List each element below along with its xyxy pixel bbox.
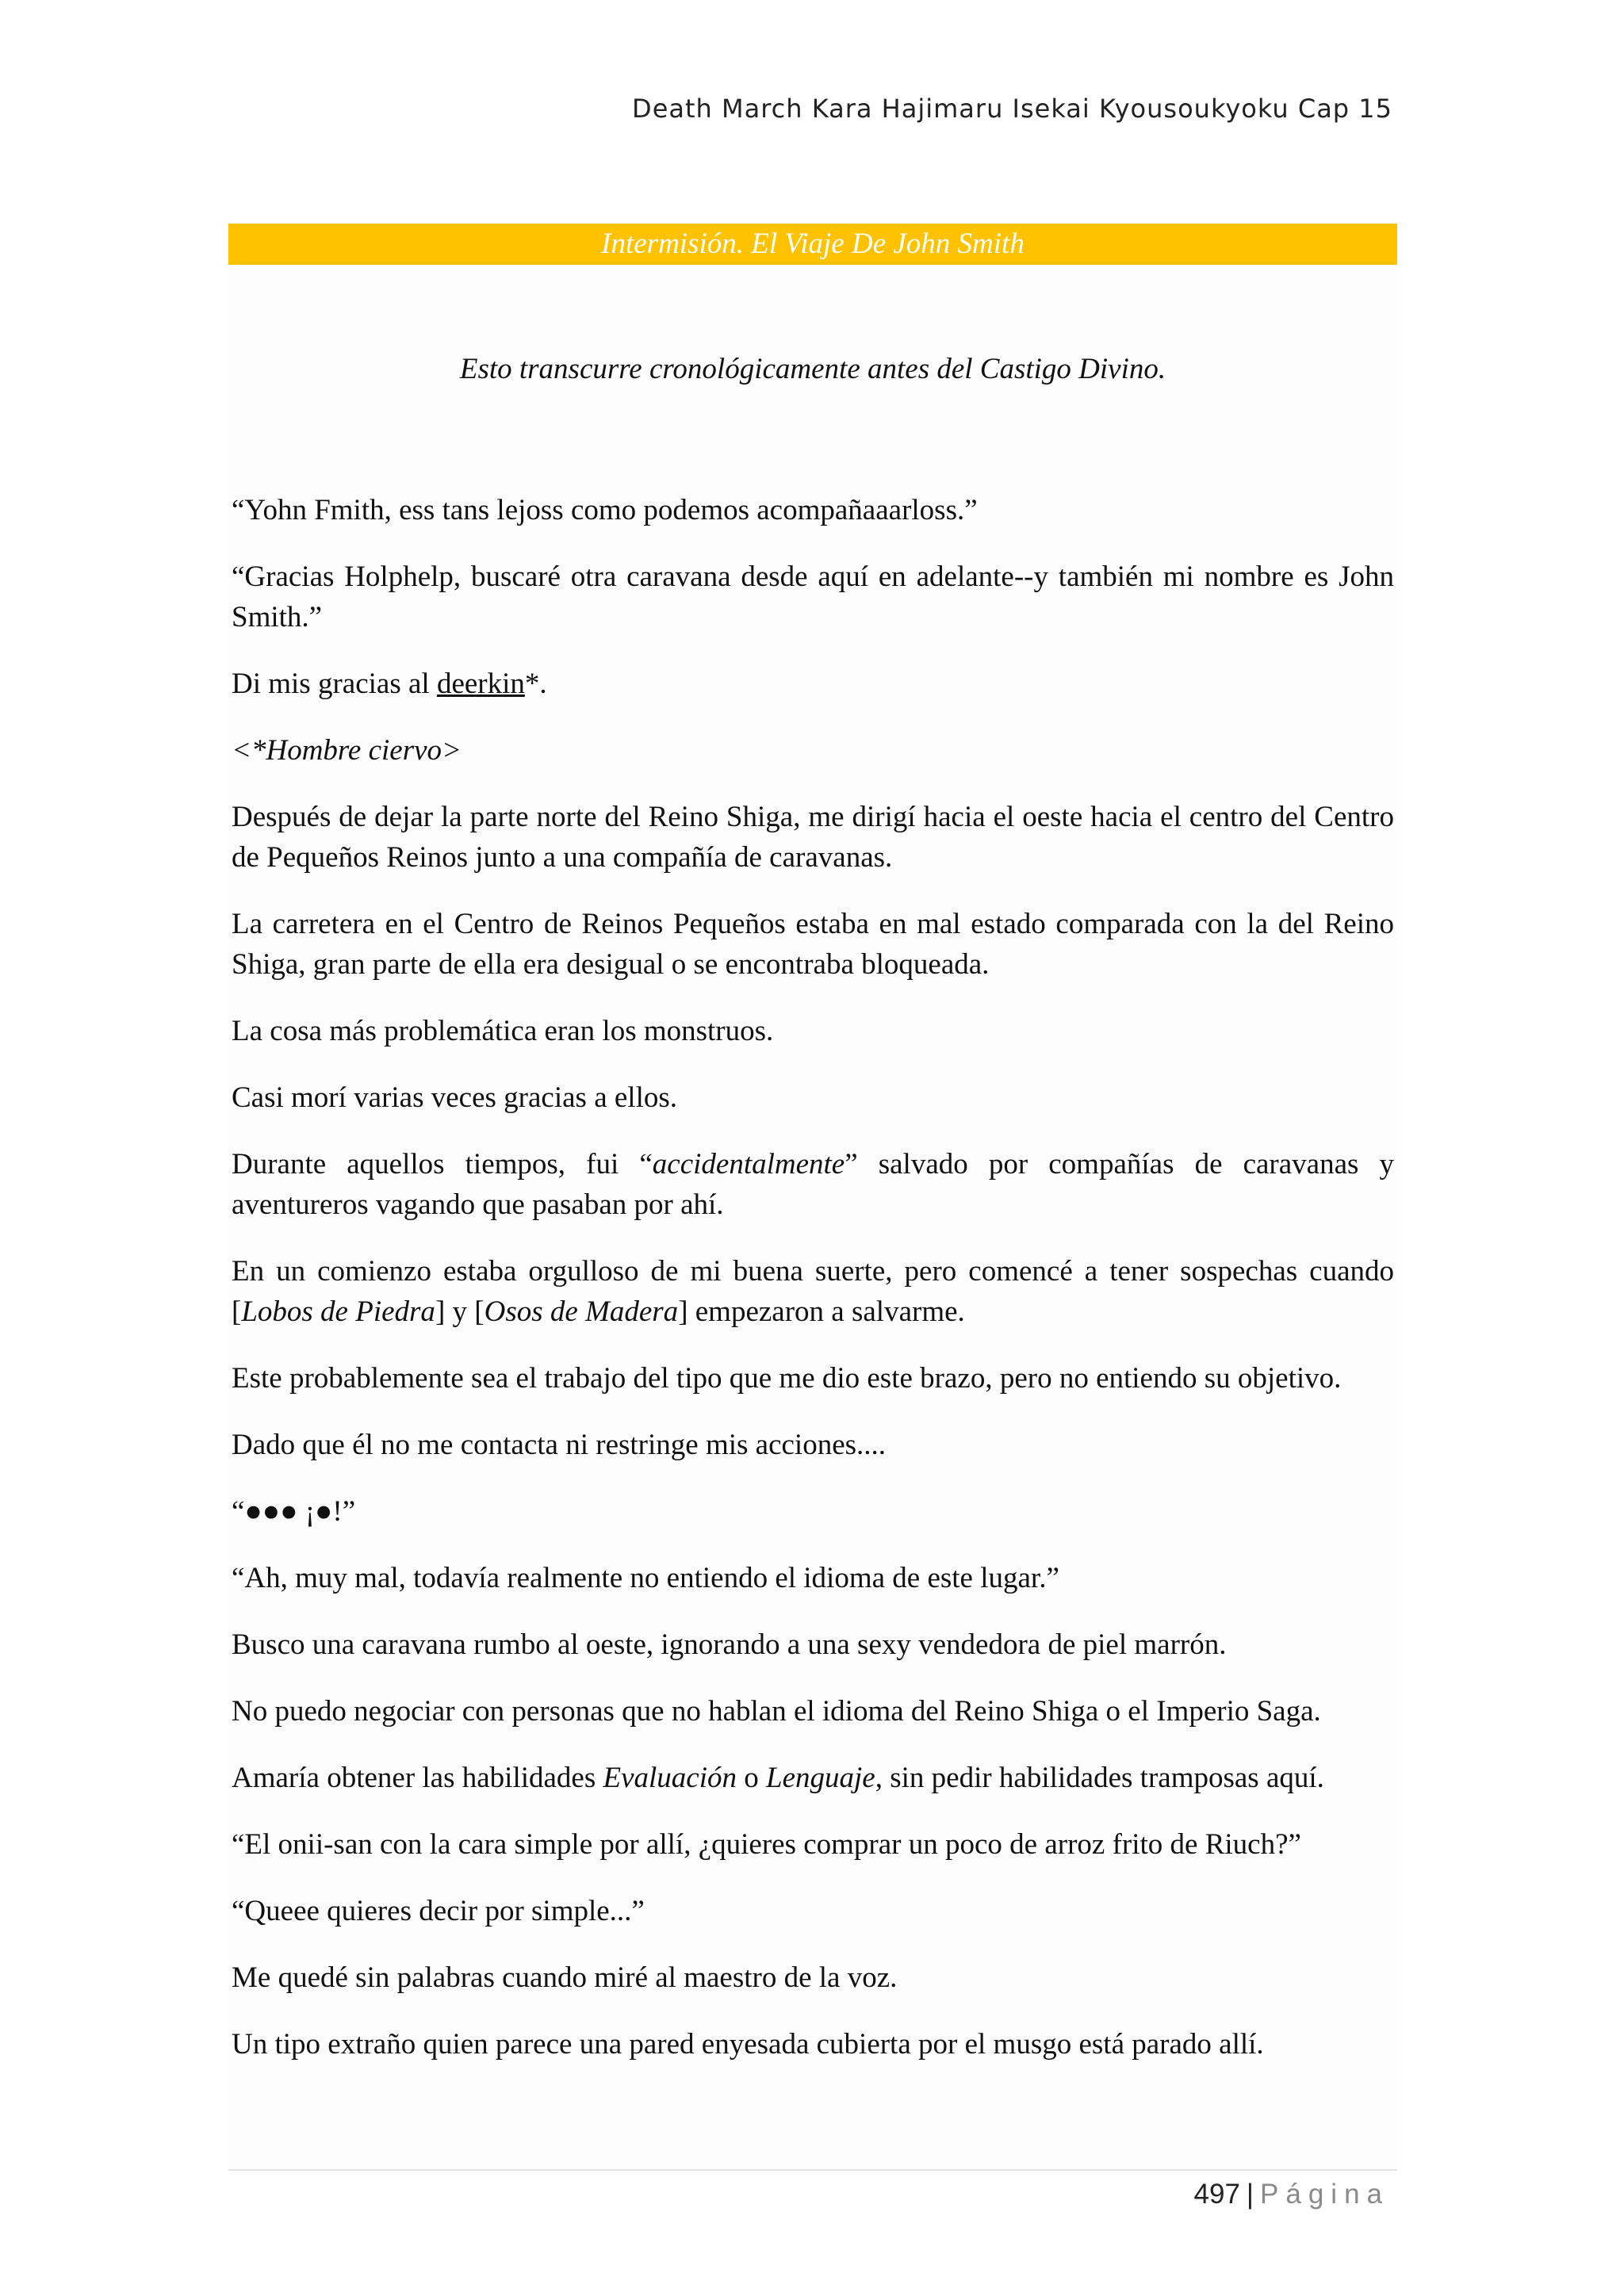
page-footer — [1194, 2179, 1389, 2210]
paragraph: “●●● ¡●!” — [232, 1495, 356, 1528]
text-run: Di mis gracias al — [232, 668, 437, 700]
text-run: ” salvado por compañías de caravanas y aventureros vagando que pasaban por ahí. — [232, 1148, 1395, 1221]
footnote-link[interactable]: deerkin — [436, 668, 525, 700]
paragraph: “Yohn Fmith, ess tans lejoss como podemos acompañaaarloss.” — [232, 494, 978, 526]
emphasis: Lobos de Piedra — [241, 1295, 435, 1328]
chapter-title-bar — [228, 224, 1397, 265]
running-header: Death March Kara Hajimaru Isekai Kyousoukyoku Cap 15 — [632, 94, 1392, 124]
paragraph: “El onii-san con la cara simple por allí, ¿quieres comprar un poco de arroz frito de Riuch?” — [232, 1828, 1301, 1861]
paragraph: “Ah, muy mal, todavía realmente no entiendo el idioma de este lugar.” — [232, 1562, 1059, 1594]
text-run: *. — [524, 668, 547, 700]
footnote-note: <*Hombre ciervo> — [232, 734, 462, 767]
paragraph: No puedo negociar con personas que no hablan el idioma del Reino Shiga o el Imperio Saga. — [232, 1695, 1321, 1728]
page-number: 497 — [1193, 2179, 1240, 2210]
chapter-title: Intermisión. El Viaje De John Smith — [601, 228, 1025, 260]
text-run: Durante aquellos tiempos, fui “ — [232, 1148, 653, 1181]
emphasis: Osos de Madera — [484, 1295, 679, 1328]
footer-divider — [228, 2169, 1397, 2171]
footer-separator: | — [1246, 2179, 1254, 2210]
chapter-subtitle: Esto transcurre cronológicamente antes del Castigo Divino. — [459, 353, 1166, 385]
paragraph — [232, 1144, 1394, 1225]
paragraph: Un tipo extraño quien parece una pared enyesada cubierta por el musgo está parado allí. — [232, 2028, 1264, 2061]
paragraph: Casi morí varias veces gracias a ellos. — [232, 1081, 677, 1114]
paragraph: La cosa más problemática eran los monstruos. — [232, 1015, 774, 1047]
paragraph — [232, 1251, 1394, 1332]
emphasis: accidentalmente — [652, 1148, 845, 1181]
body-text — [232, 490, 1394, 2091]
paragraph — [232, 664, 1394, 704]
text-run: , sin pedir habilidades tramposas aquí. — [875, 1762, 1324, 1794]
paragraph: Después de dejar la parte norte del Reino Shiga, me dirigí hacia el oeste hacia el centro del Centro de Pequeños Reinos junto a una compañía de caravanas. — [232, 801, 1394, 874]
text-run: En un comienzo estaba orgulloso de mi buena suerte, pero comencé a tener sospechas cuando [ — [232, 1255, 1394, 1328]
paragraph — [232, 1758, 1394, 1798]
text-run: ] y [ — [435, 1295, 485, 1328]
paragraph: La carretera en el Centro de Reinos Pequeños estaba en mal estado comparada con la del Reino Shiga, gran parte de ella era desigual o se encontraba bloqueada. — [232, 908, 1394, 981]
text-run: ] empezaron a salvarme. — [678, 1295, 965, 1328]
paragraph: Dado que él no me contacta ni restringe mis acciones.... — [232, 1429, 887, 1461]
page-label: Página — [1260, 2179, 1389, 2210]
paragraph: Este probablemente sea el trabajo del tipo que me dio este brazo, pero no entiendo su objetivo. — [232, 1362, 1342, 1395]
paragraph: “Queee quieres decir por simple...” — [232, 1895, 645, 1927]
emphasis: Evaluación — [603, 1762, 737, 1794]
paragraph: Busco una caravana rumbo al oeste, ignorando a una sexy vendedora de piel marrón. — [232, 1628, 1227, 1661]
paragraph: Me quedé sin palabras cuando miré al maestro de la voz. — [232, 1961, 898, 1994]
emphasis: Lenguaje — [766, 1762, 875, 1794]
paragraph: “Gracias Holphelp, buscaré otra caravana desde aquí en adelante--y también mi nombre es John Smith.” — [232, 561, 1394, 633]
text-run: o — [737, 1762, 767, 1794]
text-run: Amaría obtener las habilidades — [232, 1762, 603, 1794]
